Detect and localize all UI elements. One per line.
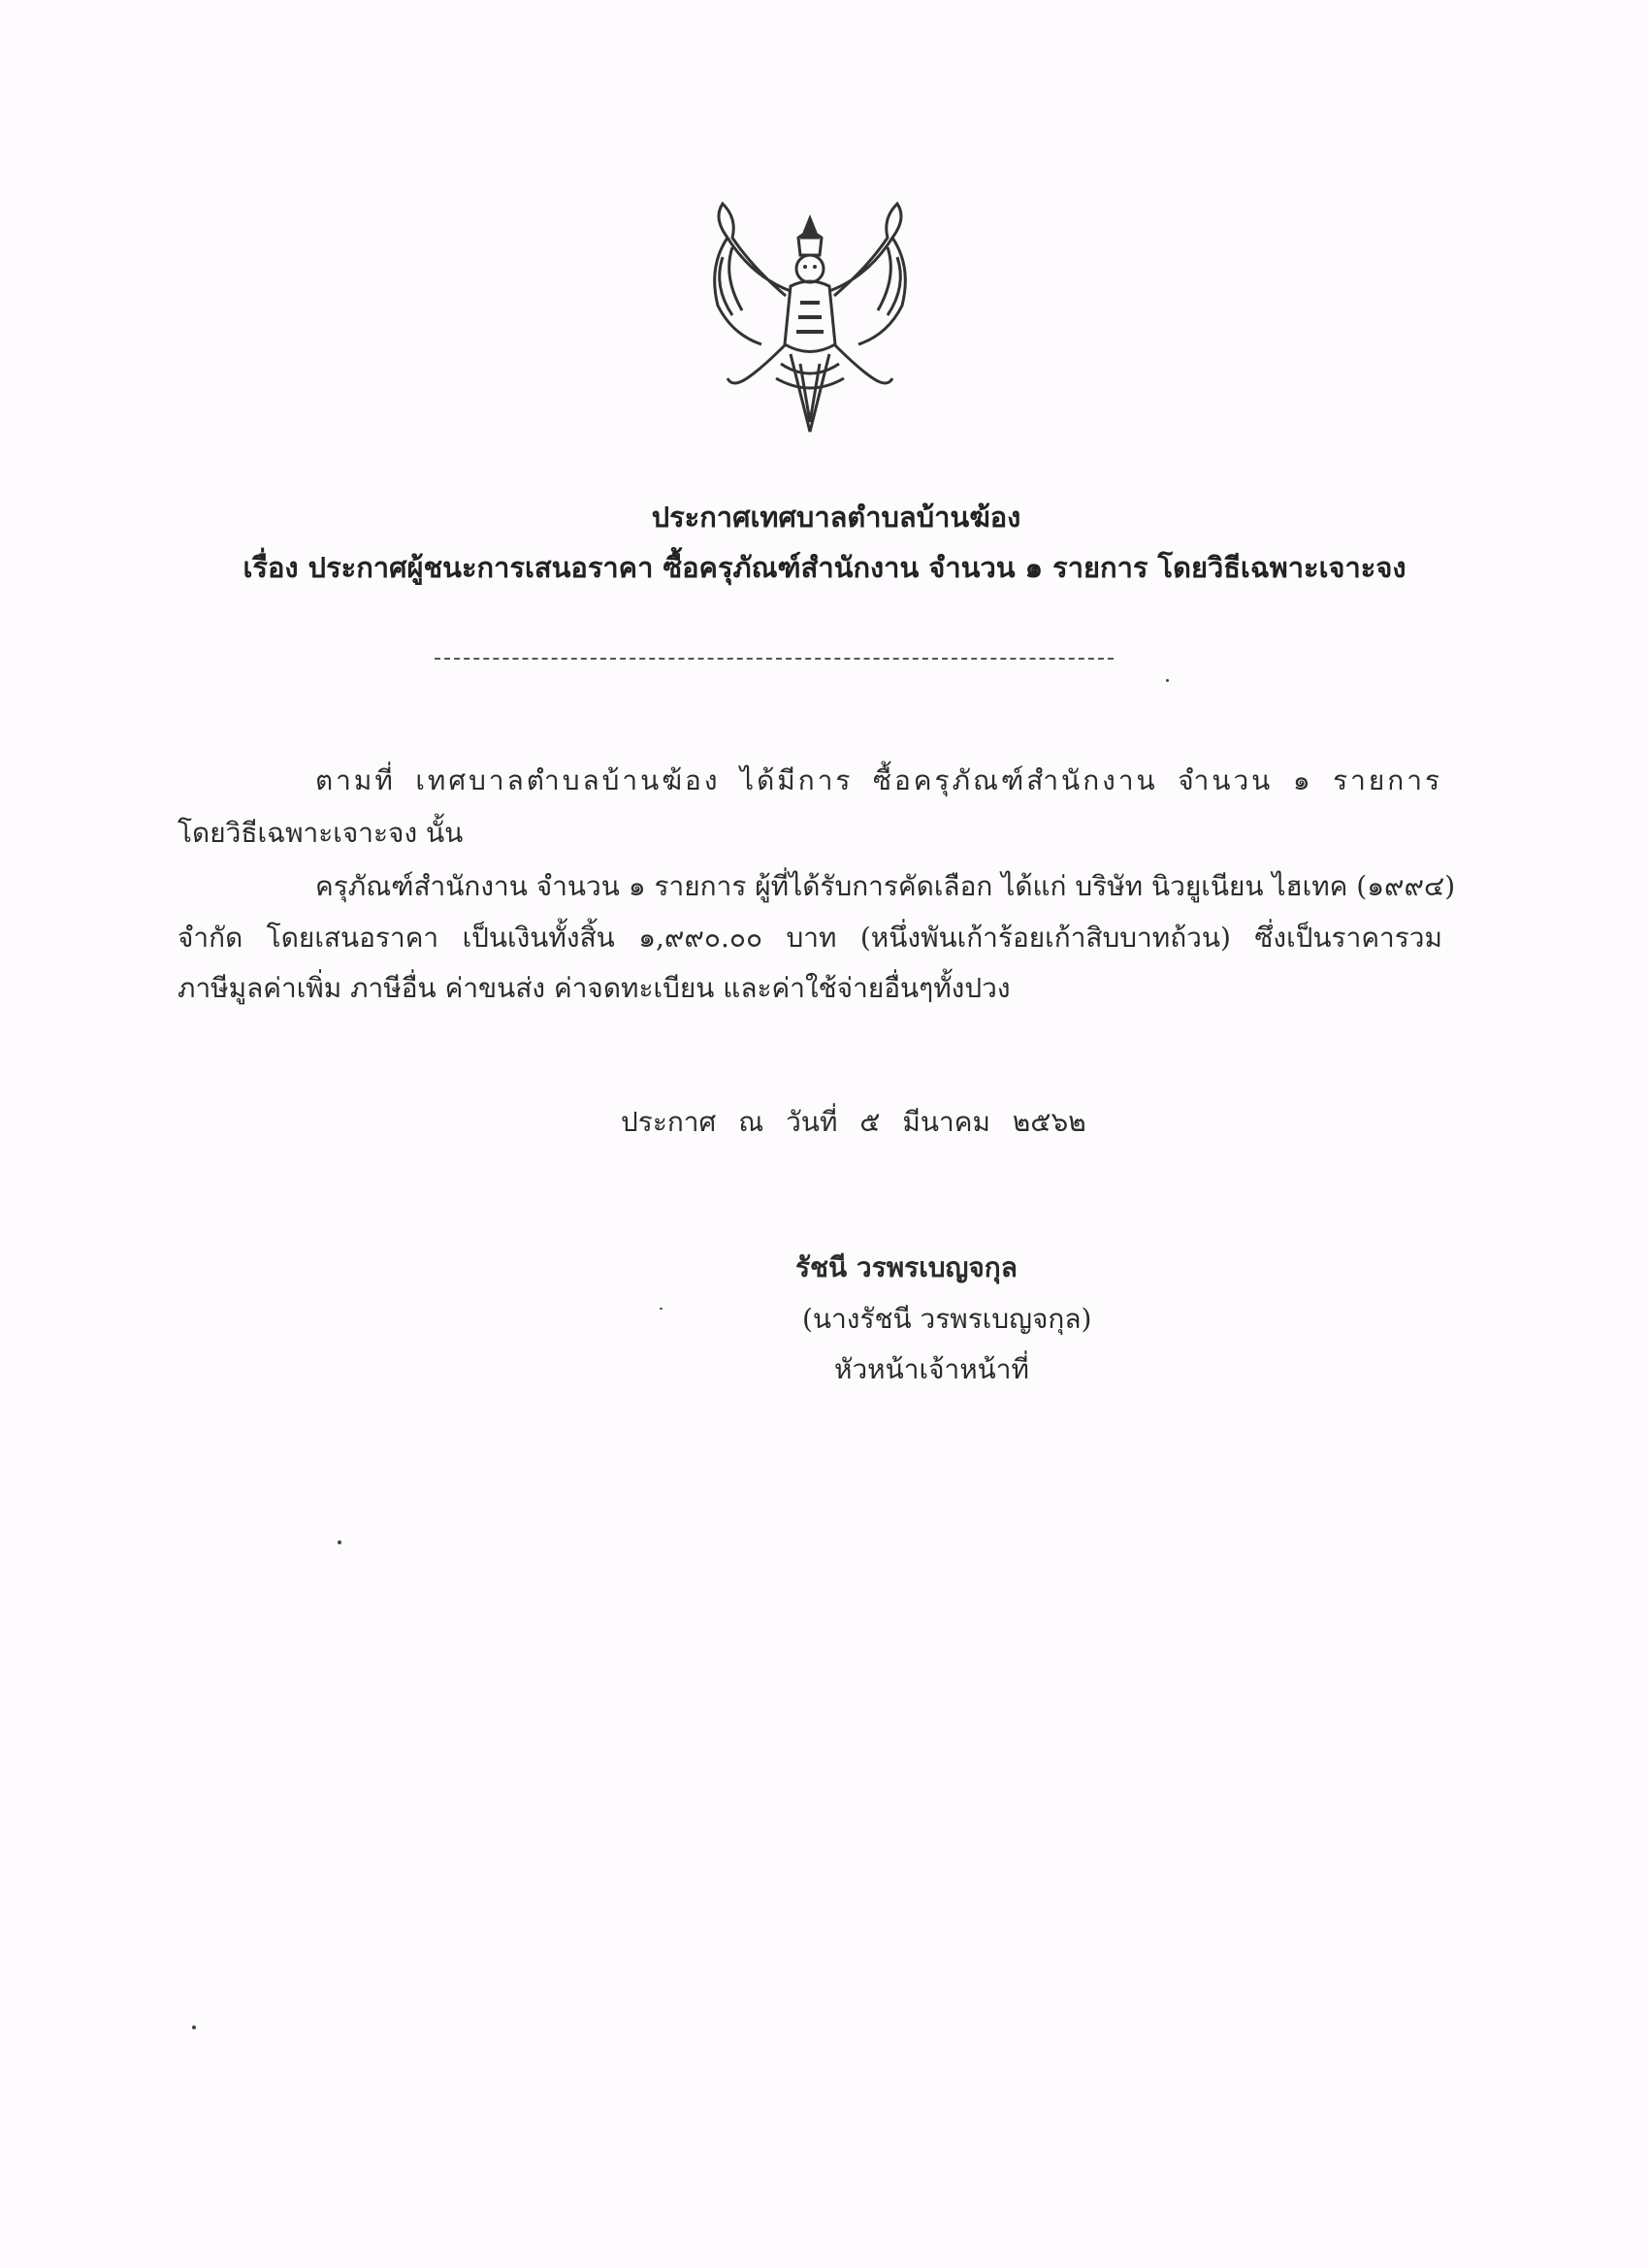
garuda-emblem-icon: [694, 199, 926, 446]
signature-name: รัชนี วรพรเบญจกุล: [795, 1251, 1018, 1283]
document-subject: เรื่อง ประกาศผู้ชนะการเสนอราคา ซื้อครุภัณฑ์สำนักงาน จำนวน ๑ รายการ โดยวิธีเฉพาะเจาะจง: [242, 551, 1406, 584]
paragraph-2-line-3: ภาษีมูลค่าเพิ่ม ภาษีอื่น ค่าขนส่ง ค่าจดทะเบียน และค่าใช้จ่ายอื่นๆทั้งปวง: [178, 972, 1011, 1004]
scan-speck: [1166, 679, 1169, 682]
paragraph-1-line-2: โดยวิธีเฉพาะเจาะจง นั้น: [178, 817, 464, 849]
paragraph-1-line-1: ตามที่ เทศบาลตำบลบ้านฆ้อง ได้มีการ ซื้อครุภัณฑ์สำนักงาน จำนวน ๑ รายการ: [315, 764, 1442, 796]
announcement-date: ประกาศ ณ วันที่ ๕ มีนาคม ๒๕๖๒: [621, 1106, 1086, 1138]
scan-speck: [660, 1308, 663, 1310]
separator-line: [435, 658, 1114, 660]
document-title: ประกาศเทศบาลตำบลบ้านฆ้อง: [651, 501, 1021, 534]
scan-speck: [192, 2025, 196, 2029]
paragraph-2-line-1: ครุภัณฑ์สำนักงาน จำนวน ๑ รายการ ผู้ที่ได้รับการคัดเลือก ได้แก่ บริษัท นิวยูเนียน ไฮเทค (๑๙๙๔): [315, 870, 1456, 902]
paragraph-2-line-2: จำกัด โดยเสนอราคา เป็นเงินทั้งสิ้น ๑,๙๙๐.๐๐ บาท (หนึ่งพันเก้าร้อยเก้าสิบบาทถ้วน) ซึ่งเป็นราคารวม: [178, 922, 1442, 954]
signature-full-name: (นางรัชนี วรพรเบญจกุล): [802, 1303, 1092, 1335]
scan-speck: [338, 1540, 341, 1544]
signature-position: หัวหน้าเจ้าหน้าที่: [834, 1353, 1029, 1385]
